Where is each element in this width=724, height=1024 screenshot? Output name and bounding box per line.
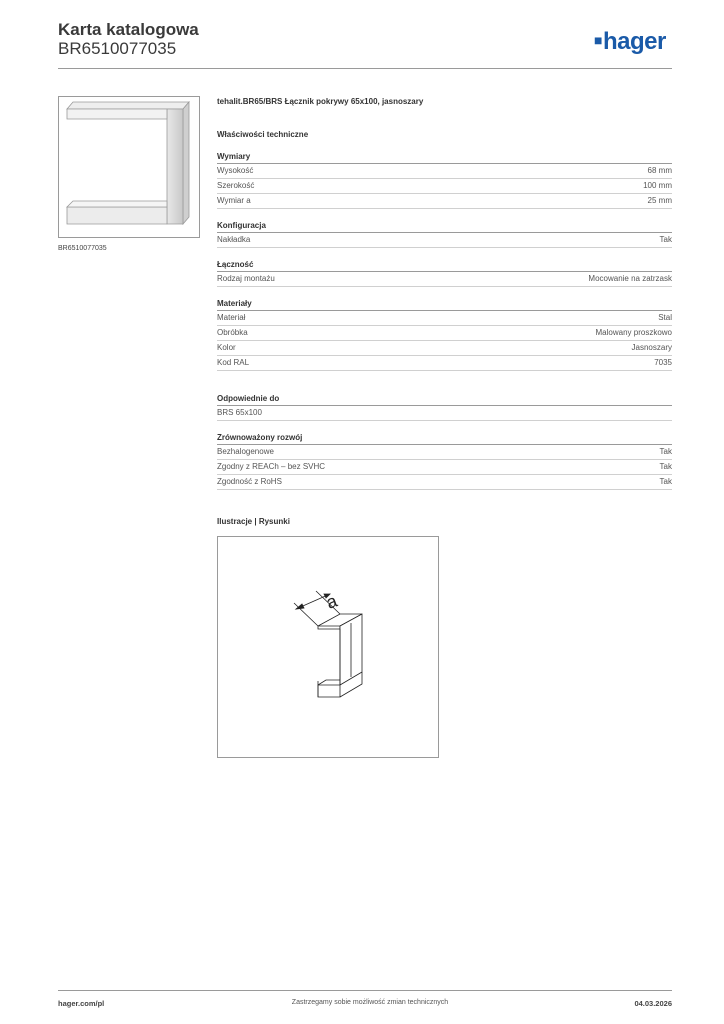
spec-row bbox=[217, 311, 672, 326]
dimension-label: a bbox=[323, 590, 340, 613]
spec-group bbox=[217, 152, 672, 209]
spec-value: Tak bbox=[659, 447, 672, 456]
spec-value: Tak bbox=[659, 235, 672, 244]
spec-label: Wysokość bbox=[217, 166, 254, 175]
spec-group-title: Wymiary bbox=[217, 152, 672, 164]
spec-label: Zgodny z REACh – bez SVHC bbox=[217, 462, 326, 471]
illustrations-title: Ilustracje | Rysunki bbox=[217, 517, 290, 526]
spec-group bbox=[217, 260, 672, 287]
product-title: tehalit.BR65/BRS Łącznik pokrywy 65x100, jasnoszary bbox=[217, 97, 424, 106]
spec-group-title: Łączność bbox=[217, 260, 672, 272]
spec-value: Mocowanie na zatrzask bbox=[588, 274, 672, 283]
spec-value: Jasnoszary bbox=[631, 343, 672, 352]
spec-group-title: Konfiguracja bbox=[217, 221, 672, 233]
footer-date: 04.03.2026 bbox=[634, 999, 672, 1008]
spec-group bbox=[217, 394, 672, 421]
spec-row bbox=[217, 445, 672, 460]
product-code: BR6510077035 bbox=[58, 39, 177, 58]
footer-disclaimer: Zastrzegamy sobie możliwość zmian technicznych bbox=[291, 999, 449, 1006]
spec-label: Zgodność z RoHS bbox=[217, 477, 282, 486]
spec-value: Malowany proszkowo bbox=[595, 328, 672, 337]
document-title: Karta katalogowa bbox=[58, 20, 199, 39]
spec-group bbox=[217, 299, 672, 371]
spec-row bbox=[217, 406, 672, 421]
spec-row bbox=[217, 356, 672, 371]
product-photo-icon bbox=[59, 97, 199, 237]
product-thumbnail bbox=[58, 96, 200, 238]
logo-text: hager bbox=[602, 28, 666, 55]
spec-row bbox=[217, 460, 672, 475]
spec-label: Rodzaj montażu bbox=[217, 274, 275, 283]
spec-value: Tak bbox=[659, 462, 672, 471]
thumbnail-caption: BR6510077035 bbox=[58, 245, 107, 252]
spec-group-title: Odpowiednie do bbox=[217, 394, 672, 406]
spec-label: Obróbka bbox=[217, 328, 248, 337]
spec-row bbox=[217, 326, 672, 341]
spec-content bbox=[217, 97, 672, 490]
footer-website: hager.com/pl bbox=[58, 999, 105, 1008]
spec-label: Bezhalogenowe bbox=[217, 447, 274, 456]
spec-value: Stal bbox=[658, 313, 672, 322]
hager-logo bbox=[594, 28, 666, 56]
spec-label: Materiał bbox=[217, 313, 246, 322]
spec-value: Tak bbox=[659, 477, 672, 486]
spec-label: Wymiar a bbox=[217, 196, 251, 205]
spec-label: Szerokość bbox=[217, 181, 255, 190]
spec-value: 7035 bbox=[654, 358, 672, 367]
spec-row bbox=[217, 194, 672, 209]
dimension-drawing-icon bbox=[218, 537, 438, 757]
footer-divider bbox=[58, 990, 672, 991]
spec-value: 100 mm bbox=[643, 181, 672, 190]
spec-label: Nakładka bbox=[217, 235, 251, 244]
spec-label: Kod RAL bbox=[217, 358, 250, 367]
spec-row bbox=[217, 341, 672, 356]
spec-group-title: Materiały bbox=[217, 299, 672, 311]
spec-row bbox=[217, 272, 672, 287]
spec-row bbox=[217, 164, 672, 179]
spec-row bbox=[217, 179, 672, 194]
spec-group-title: Zrównoważony rozwój bbox=[217, 433, 672, 445]
spec-row bbox=[217, 233, 672, 248]
spec-group bbox=[217, 433, 672, 490]
spec-row bbox=[217, 475, 672, 490]
spec-label: Kolor bbox=[217, 343, 236, 352]
spec-group bbox=[217, 221, 672, 248]
spec-label: BRS 65x100 bbox=[217, 408, 262, 417]
spec-value: 68 mm bbox=[647, 166, 672, 175]
logo-dots-icon: ■ bbox=[594, 32, 602, 48]
technical-drawing bbox=[217, 536, 439, 758]
header-divider bbox=[58, 68, 672, 69]
section-title: Właściwości techniczne bbox=[217, 130, 309, 139]
spec-value: 25 mm bbox=[647, 196, 672, 205]
